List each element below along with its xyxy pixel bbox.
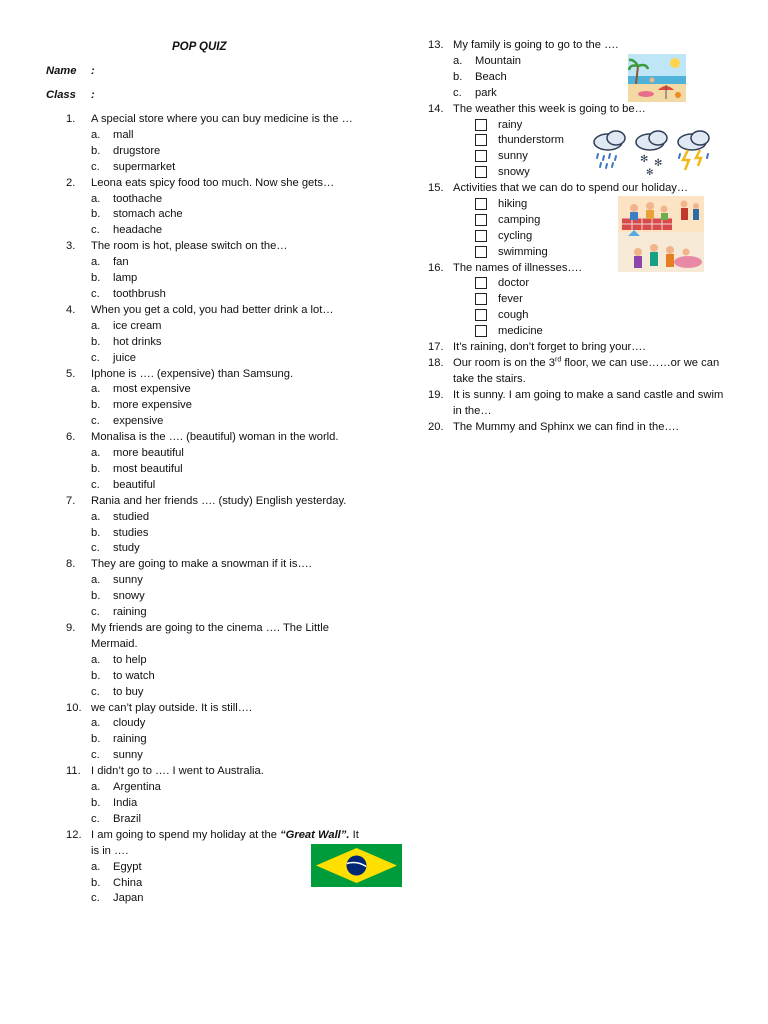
option-letter: a.: [91, 447, 101, 460]
checkbox-label: hiking: [498, 198, 528, 210]
option-letter: c.: [91, 160, 100, 173]
checkbox[interactable]: [475, 325, 487, 337]
option-letter: a.: [453, 54, 463, 67]
question-number: 6.: [66, 431, 76, 444]
answer-option: [91, 605, 366, 621]
checkbox-label: thunderstorm: [498, 134, 564, 147]
option-text: study: [113, 542, 140, 555]
answer-option: [453, 54, 728, 70]
question-text: [453, 102, 728, 118]
checkbox-label: medicine: [498, 325, 543, 338]
answer-option: [91, 478, 366, 494]
answer-option: [91, 160, 366, 176]
checkbox[interactable]: [475, 230, 487, 242]
question-text: [91, 557, 366, 573]
question-item: [66, 621, 366, 701]
option-text: most beautiful: [113, 462, 183, 475]
question-number: 14.: [428, 102, 444, 115]
option-letter: a.: [91, 256, 101, 269]
name-colon: :: [91, 65, 95, 77]
option-text: snowy: [113, 590, 145, 603]
option-text: China: [113, 876, 143, 889]
checkbox-label: camping: [498, 213, 541, 226]
option-text: sunny: [113, 749, 143, 762]
answer-option: [91, 541, 366, 557]
option-text: juice: [113, 351, 137, 364]
question-item: [428, 420, 728, 436]
option-text: studies: [113, 526, 149, 539]
option-letter: b.: [91, 462, 101, 475]
answer-option: [91, 351, 366, 367]
beach-illustration: [628, 54, 686, 102]
question-text-segment: My friends are going to the cinema …. The Little Mermaid.: [91, 622, 329, 650]
option-text: to help: [113, 653, 147, 666]
answer-option: [91, 192, 366, 208]
option-text: Egypt: [113, 860, 142, 873]
svg-text:✻: ✻: [646, 168, 654, 178]
name-label: Name: [46, 65, 77, 77]
option-text: headache: [113, 224, 163, 237]
question-text: [453, 420, 728, 436]
question-number: 2.: [66, 176, 76, 189]
question-item: [428, 388, 728, 420]
option-text: raining: [113, 606, 147, 619]
answer-option: [91, 780, 366, 796]
option-letter: c.: [91, 606, 100, 619]
answer-option: [91, 748, 366, 764]
question-text: [91, 494, 366, 510]
question-text: [91, 701, 366, 717]
question-number: 15.: [428, 182, 444, 195]
question-item: [66, 494, 366, 558]
question-text: [91, 176, 366, 192]
checkbox[interactable]: [475, 198, 487, 210]
answer-option: [91, 716, 366, 732]
option-text: Brazil: [113, 812, 141, 825]
question-text-segment: “Great Wall”.: [280, 828, 350, 841]
answer-option: [91, 796, 366, 812]
question-item: [428, 261, 728, 340]
option-letter: b.: [91, 796, 101, 809]
thunderstorm-cloud-icon: [678, 131, 709, 170]
option-letter: c.: [91, 542, 100, 555]
option-letter: c.: [91, 812, 100, 825]
checkbox-label: fever: [498, 293, 523, 306]
question-number: 3.: [66, 240, 76, 253]
question-number: 16.: [428, 261, 444, 274]
question-item: [66, 239, 366, 303]
option-letter: a.: [91, 383, 101, 396]
checkbox[interactable]: [475, 214, 487, 226]
answer-option: [91, 510, 366, 526]
question-text-segment: we can’t play outside. It is still….: [91, 701, 253, 714]
answer-option: [453, 70, 728, 86]
question-text-segment: They are going to make a snowman if it is….: [91, 558, 312, 571]
weather-icons: [590, 126, 714, 178]
question-text-segment: It’s raining, don’t forget to bring your….: [453, 341, 646, 354]
option-letter: c.: [91, 224, 100, 237]
question-text-segment: The Mummy and Sphinx we can find in the….: [453, 420, 679, 433]
answer-option: [91, 891, 366, 907]
option-text: toothbrush: [113, 287, 166, 300]
checkbox[interactable]: [475, 134, 487, 146]
checkbox[interactable]: [475, 293, 487, 305]
question-text-segment: My family is going to go to the ….: [453, 39, 619, 51]
question-number: 10.: [66, 701, 82, 714]
option-letter: a.: [91, 781, 101, 794]
checkbox-label: cough: [498, 309, 529, 322]
question-text-segment: The names of illnesses….: [453, 261, 582, 274]
option-text: more expensive: [113, 399, 192, 412]
question-text: [453, 38, 728, 54]
option-letter: b.: [91, 526, 101, 539]
question-text-segment: When you get a cold, you had better drink a lot…: [91, 303, 334, 316]
question-text: [91, 430, 366, 446]
question-item: [66, 176, 366, 240]
option-text: beautiful: [113, 478, 156, 491]
option-text: to buy: [113, 685, 144, 698]
checkbox[interactable]: [475, 119, 487, 131]
checkbox[interactable]: [475, 150, 487, 162]
svg-text:✻: ✻: [654, 158, 663, 169]
answer-option: [91, 382, 366, 398]
option-letter: b.: [91, 208, 101, 221]
answer-option: [453, 86, 728, 102]
question-text: [453, 356, 728, 388]
question-number: 11.: [66, 765, 81, 778]
option-text: Argentina: [113, 781, 161, 794]
question-item: [66, 112, 366, 176]
question-item: [66, 557, 366, 621]
checkbox-label: cycling: [498, 229, 533, 242]
option-text: toothache: [113, 192, 163, 205]
answer-option: [91, 812, 366, 828]
question-text-segment: Our room is on the 3: [453, 356, 555, 369]
checkbox-label: sunny: [498, 150, 528, 163]
question-text-segment: It is sunny. I am going to make a sand castle and swim in the…: [453, 388, 724, 417]
question-text-segment: A special store where you can buy medicine is the …: [91, 113, 353, 125]
checkbox[interactable]: [475, 166, 487, 178]
option-letter: c.: [91, 415, 100, 428]
answer-option: [91, 526, 366, 542]
answer-option: [91, 732, 366, 748]
option-text: Mountain: [475, 54, 522, 67]
question-text-segment: It is in ….: [91, 828, 359, 857]
question-text-segment: The weather this week is going to be…: [453, 102, 646, 115]
option-letter: a.: [91, 574, 101, 587]
answer-option: [91, 446, 366, 462]
checkbox-option: [453, 292, 728, 308]
option-letter: b.: [91, 272, 101, 285]
checkbox-option: [453, 324, 728, 340]
checkbox-label: doctor: [498, 277, 530, 290]
checkbox-label: swimming: [498, 245, 548, 258]
question-number: 5.: [66, 367, 76, 380]
answer-option: [91, 573, 366, 589]
option-letter: b.: [91, 335, 101, 348]
question-text: [91, 367, 366, 383]
question-text: [91, 239, 366, 255]
checkbox[interactable]: [475, 246, 487, 258]
question-text-segment: Iphone is …. (expensive) than Samsung.: [91, 367, 294, 380]
question-text-segment: Monalisa is the …. (beautiful) woman in the world.: [91, 431, 339, 444]
option-text: studied: [113, 510, 150, 523]
answer-option: [91, 414, 366, 430]
question-number: 17.: [428, 341, 444, 354]
rain-cloud-icon: [594, 131, 625, 168]
option-text: Beach: [475, 70, 507, 83]
quiz-title: POP QUIZ: [172, 41, 227, 53]
option-text: more beautiful: [113, 447, 184, 460]
option-text: supermarket: [113, 160, 176, 173]
checkbox-option: [453, 308, 728, 324]
option-letter: a.: [91, 860, 101, 873]
question-text-segment: Rania and her friends …. (study) English yesterday.: [91, 494, 347, 507]
checkbox-label: rainy: [498, 118, 523, 131]
question-item: [428, 356, 728, 388]
class-label: Class: [46, 89, 76, 101]
answer-option: [91, 128, 366, 144]
option-text: lamp: [113, 272, 138, 285]
checkbox-option: [453, 276, 728, 292]
option-letter: b.: [91, 144, 101, 157]
question-item: [66, 430, 366, 494]
option-text: drugstore: [113, 144, 161, 157]
option-letter: c.: [91, 478, 100, 491]
question-text: [91, 303, 366, 319]
answer-option: [91, 271, 366, 287]
option-text: stomach ache: [113, 208, 183, 221]
option-text: hot drinks: [113, 335, 162, 348]
option-text: fan: [113, 256, 129, 269]
question-item: [428, 340, 728, 356]
option-letter: b.: [91, 876, 101, 889]
option-letter: c.: [453, 86, 462, 99]
question-item: [66, 701, 366, 765]
question-text-segment: Leona eats spicy food too much. Now she gets…: [91, 176, 335, 189]
answer-option: [91, 207, 366, 223]
question-number: 12.: [66, 828, 82, 841]
answer-option: [91, 319, 366, 335]
question-number: 4.: [66, 303, 76, 316]
option-letter: a.: [91, 717, 101, 730]
option-letter: c.: [91, 351, 100, 364]
question-item: [66, 764, 366, 828]
option-text: to watch: [113, 669, 155, 682]
question-number: 20.: [428, 420, 444, 433]
question-text: [91, 112, 366, 128]
class-colon: :: [91, 89, 95, 101]
option-text: mall: [113, 128, 134, 141]
question-text-segment: Activities that we can do to spend our holiday…: [453, 182, 689, 195]
answer-option: [91, 653, 366, 669]
option-text: sunny: [113, 574, 143, 587]
answer-option: [91, 144, 366, 160]
question-text-segment: floor, we can use……or we can take the stairs.: [453, 356, 720, 385]
question-number: 18.: [428, 356, 444, 369]
option-letter: b.: [453, 70, 463, 83]
option-letter: b.: [91, 399, 101, 412]
option-text: most expensive: [113, 383, 191, 396]
option-text: park: [475, 86, 497, 99]
option-letter: a.: [91, 510, 101, 523]
option-letter: c.: [91, 685, 100, 698]
questions-column-left: [66, 112, 366, 907]
checkbox-label: snowy: [498, 166, 530, 179]
question-text: [91, 764, 366, 780]
answer-option: [91, 462, 366, 478]
question-item: [66, 303, 366, 367]
option-letter: a.: [91, 128, 101, 141]
question-number: 8.: [66, 558, 76, 571]
question-number: 1.: [66, 113, 76, 125]
question-number: 7.: [66, 494, 76, 507]
option-letter: b.: [91, 733, 101, 746]
checkbox[interactable]: [475, 309, 487, 321]
question-text-segment: I am going to spend my holiday at the: [91, 828, 281, 841]
option-letter: c.: [91, 287, 100, 300]
option-text: cloudy: [113, 717, 146, 730]
answer-option: [91, 287, 366, 303]
option-letter: b.: [91, 590, 101, 603]
question-text-segment: rd: [554, 356, 562, 364]
option-letter: c.: [91, 892, 100, 905]
holiday-activities-illustration: [618, 196, 704, 272]
svg-text:✻: ✻: [640, 154, 649, 165]
option-letter: a.: [91, 192, 101, 205]
answer-option: [91, 685, 366, 701]
option-text: raining: [113, 733, 147, 746]
answer-option: [91, 398, 366, 414]
option-text: Japan: [113, 892, 144, 905]
option-text: ice cream: [113, 319, 162, 332]
snow-cloud-icon: [636, 131, 667, 178]
question-number: 19.: [428, 388, 444, 401]
question-number: 13.: [428, 39, 444, 51]
question-text: [91, 621, 366, 653]
option-letter: a.: [91, 653, 101, 666]
answer-option: [91, 335, 366, 351]
brazil-flag: [311, 844, 402, 887]
question-text: [453, 340, 728, 356]
question-text: [453, 388, 728, 420]
question-text-segment: The room is hot, please switch on the…: [91, 240, 288, 253]
question-number: 9.: [66, 622, 76, 634]
option-letter: b.: [91, 669, 101, 682]
option-letter: a.: [91, 319, 101, 332]
option-letter: c.: [91, 749, 100, 762]
question-text-segment: I didn’t go to …. I went to Australia.: [91, 765, 264, 778]
answer-option: [91, 589, 366, 605]
answer-option: [91, 223, 366, 239]
answer-option: [91, 669, 366, 685]
question-item: [66, 367, 366, 431]
option-text: India: [113, 796, 138, 809]
checkbox[interactable]: [475, 277, 487, 289]
option-text: expensive: [113, 415, 164, 428]
answer-option: [91, 255, 366, 271]
class-field: [46, 88, 95, 104]
question-text: [453, 181, 728, 197]
name-field: [46, 64, 95, 80]
